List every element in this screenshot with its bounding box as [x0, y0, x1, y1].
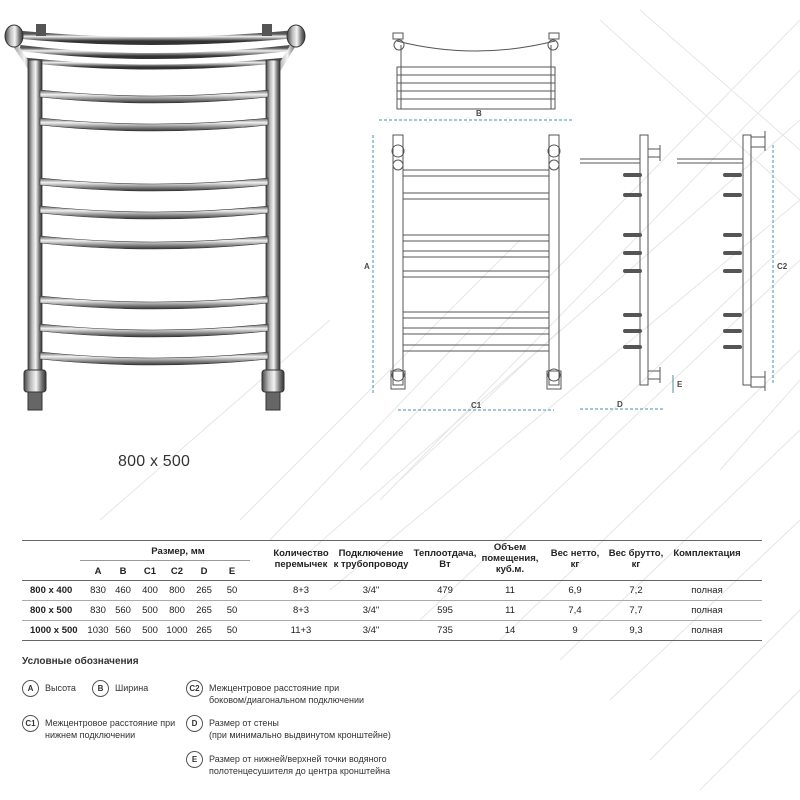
col-header-b: B: [119, 566, 127, 577]
col-header-e: E: [228, 566, 236, 577]
col-header-jumpers: Количество перемычек: [273, 548, 329, 570]
legend-key: B: [92, 680, 109, 697]
legend-text: Размер от стены (при минимально выдвинутом кронштейне): [209, 718, 391, 740]
legend-key: C2: [186, 680, 203, 697]
col-header-heat-output: Теплоотдача, Вт: [413, 548, 477, 570]
legend-text: Размер от нижней/верхней точки водяного полотенцесушителя до центра кронштейна: [209, 754, 391, 776]
model-caption: 800 x 500: [118, 453, 191, 470]
legend-text: Межцентровое расстояние при боковом/диагональном подключении: [209, 683, 365, 705]
col-header-room-volume: Объем помещения, куб.м.: [481, 542, 539, 575]
dim-label-d: D: [617, 400, 623, 409]
side-view-diagonal: [677, 131, 765, 391]
col-header-kit: Комплектация: [673, 548, 741, 559]
col-header-gross-weight: Вес брутто, кг: [608, 548, 664, 570]
col-header-a: A: [94, 566, 102, 577]
col-header-c2: C2: [170, 566, 184, 577]
legend-key: E: [186, 751, 203, 768]
technical-drawings: [355, 25, 790, 425]
legend-text: Межцентровое расстояние при нижнем подключении: [45, 718, 176, 740]
legend-text: Ширина: [115, 683, 149, 693]
col-header-d: D: [200, 566, 208, 577]
dim-label-b: B: [476, 109, 482, 118]
col-header-c1: C1: [143, 566, 157, 577]
dim-label-e: E: [677, 380, 683, 389]
product-render: [0, 20, 310, 415]
col-header-connection: Подключение к трубопроводу: [333, 548, 409, 570]
top-view: [393, 33, 559, 109]
dim-label-c1: C1: [471, 401, 482, 410]
side-view-bottom: [580, 135, 660, 385]
dim-label-c2: C2: [777, 262, 788, 271]
size-group-header: Размер, мм: [151, 546, 205, 557]
legend-key: C1: [22, 715, 39, 732]
legend-key: A: [22, 680, 39, 697]
legend-title: Условные обозначения: [22, 656, 139, 667]
legend-text: Высота: [45, 683, 76, 693]
legend-key: D: [186, 715, 203, 732]
col-header-net-weight: Вес нетто, кг: [550, 548, 600, 570]
front-view: [391, 135, 561, 389]
dim-label-a: A: [364, 262, 370, 271]
